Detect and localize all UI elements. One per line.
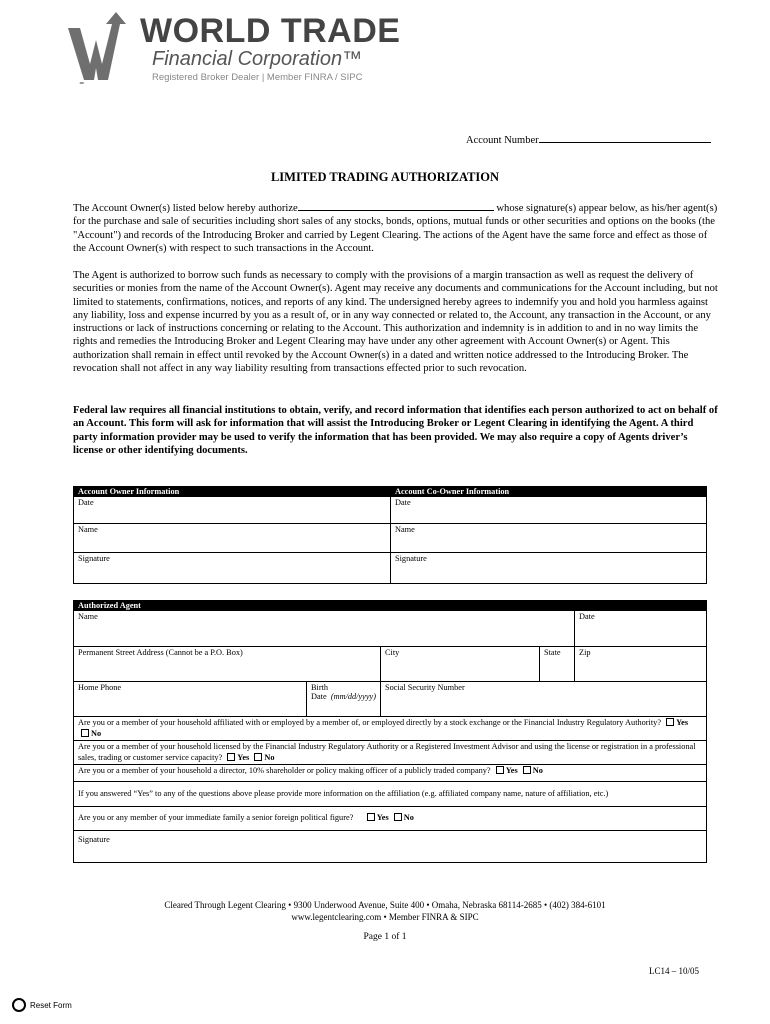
agent-signature-field[interactable] [74,831,707,863]
q3-no-label: No [532,766,543,775]
agent-name-label: Name [78,612,98,621]
account-number [466,135,711,146]
agent-birth-date-field[interactable] [307,682,381,717]
reset-form-button[interactable] [12,998,72,1012]
coowner-signature-field[interactable] [391,553,707,584]
authorization-text-before: The Account Owner(s) listed below hereby authorize [73,203,298,214]
q5-yes-label: Yes [376,813,389,822]
question-2-text: Are you or a member of your household licensed by the Financial Industry Regulatory Authority or a Registered Investment Advisor and using the license or registration in a professional sales, trading or customer service capacity? [78,742,696,762]
agent-birth-date-label: Birth Date [311,683,329,701]
owner-name-field[interactable] [74,524,391,553]
agent-name-blank[interactable] [298,210,494,211]
agent-ssn-label: Social Security Number [385,683,465,692]
question-1-text: Are you or a member of your household affiliated with or employed by a member of, or employed directly by a stock exchange or the Financial Industry Regulatory Authority? [78,718,662,727]
question-exchange-affiliation [74,717,707,741]
question-3-text: Are you or a member of your household a director, 10% shareholder or policy making officer of a publicly traded company? [78,766,491,775]
agent-signature-label: Signature [78,835,110,844]
account-number-label: Account Number [466,135,539,146]
clearing-footer [0,899,770,923]
agent-zip-label: Zip [579,648,591,657]
q5-no-label: No [403,813,414,822]
agent-date-field[interactable] [575,611,707,647]
agent-state-label: State [544,648,561,657]
q1-yes-label: Yes [676,718,689,727]
agent-city-field[interactable] [381,647,540,682]
birth-date-format-hint: (mm/dd/yyyy) [330,692,376,701]
agent-city-label: City [385,648,400,657]
logo-title: WORLD TRADE [140,12,401,50]
q1-no-checkbox[interactable] [81,729,89,737]
coowner-signature-label: Signature [395,554,427,563]
reset-circle-icon [12,998,26,1012]
q1-no-label: No [91,728,102,738]
q1-yes-checkbox[interactable] [666,718,674,726]
world-trade-logo-icon [66,10,128,84]
agent-powers-paragraph: The Agent is authorized to borrow such funds as necessary to comply with the provisions of a margin transaction as well as request the delivery of securities or monies from the name of the Account Owner(s). Agent may receive any documents and communications for the Account including, but not limited to statements, confirmations, notices, and reports of any kind. The undersigned hereby agrees to indemnify you and hold you harmless against any liability, loss and expense incurred by you as a result of, or in any way connected or related to, the Account, any transaction in the Account, or any instructions or lack of instructions concerning or relating to the Account. This authorization and indemnity is in addition to and in no way limits the rights and remedies the Introducing Broker and Legent Clearing may have under any other agreement with Account Owner(s) or Agent. This authorization shall remain in effect until revoked by the Account Owner(s) in a dated and written notice addressed to the Introducing Broker. The revocation shall not affect in any way liability resulting from transactions effected prior to such revocation. [73,270,718,375]
q2-no-label: No [264,752,275,762]
q2-no-checkbox[interactable] [254,753,262,761]
form-code: LC14 – 10/05 [649,966,700,976]
company-logo [66,8,401,88]
coowner-name-label: Name [395,525,415,534]
agent-home-phone-field[interactable] [74,682,307,717]
owner-date-field[interactable] [74,497,391,524]
coowner-info-header: Account Co-Owner Information [391,487,707,497]
owner-info-header: Account Owner Information [74,487,391,497]
authorization-paragraph [73,202,719,255]
owner-signature-label: Signature [78,554,110,563]
question-4-text: If you answered “Yes” to any of the questions above please provide more information on the affiliation (e.g. affiliated company name, nature of affiliation, etc.) [78,789,609,798]
agent-home-phone-label: Home Phone [78,683,122,692]
agent-ssn-field[interactable] [381,682,707,717]
reset-form-label: Reset Form [30,1000,72,1010]
q3-yes-checkbox[interactable] [496,766,504,774]
affiliation-details-field[interactable] [74,782,707,807]
coowner-date-field[interactable] [391,497,707,524]
authorized-agent-header: Authorized Agent [74,601,707,611]
coowner-name-field[interactable] [391,524,707,553]
logo-subtitle: Financial Corporation™ [152,48,363,70]
agent-zip-field[interactable] [575,647,707,682]
agent-state-field[interactable] [540,647,575,682]
q2-yes-label: Yes [237,752,250,762]
federal-law-notice: Federal law requires all financial institutions to obtain, verify, and record information that identifies each person authorized to act on behalf of an Account. This form will ask for information that will assist the Introducing Broker or Legent Clearing in identifying the Agent. A third party information provider may be used to verify the information that has been provided. We may also require a copy of Agents driver’s license or other identifying documents. [73,405,718,456]
page-number: Page 1 of 1 [363,932,407,942]
agent-address-field[interactable] [74,647,381,682]
owner-name-label: Name [78,525,98,534]
q5-no-checkbox[interactable] [394,813,402,821]
q3-no-checkbox[interactable] [523,766,531,774]
footer-website: www.legentclearing.com • Member FINRA & SIPC [291,912,479,922]
agent-date-label: Date [579,612,595,621]
agent-address-label: Permanent Street Address (Cannot be a P.O. Box) [78,648,243,657]
question-foreign-political-figure [74,807,707,831]
question-5-text: Are you or any member of your immediate family a senior foreign political figure? [78,813,354,822]
authorized-agent-table [73,600,707,863]
account-number-field[interactable] [539,142,711,143]
authorization-text-after: whose signature(s) appear below, as his/her agent(s) for the purchase and sale of securities including short sales of any stocks, bonds, options, mutual funds or other securities and options on the books (the "Account") and records of the Introducing Broker and carried by Legent Clearing. The actions of the Agent have the same force and effect as those of the Account Owner(s) with respect to such transactions in the Account. [73,203,718,254]
q2-yes-checkbox[interactable] [227,753,235,761]
agent-name-field[interactable] [74,611,575,647]
q3-yes-label: Yes [505,766,518,775]
owner-signature-field[interactable] [74,553,391,584]
q5-yes-checkbox[interactable] [367,813,375,821]
form-title: LIMITED TRADING AUTHORIZATION [270,170,500,184]
owner-date-label: Date [78,498,94,507]
question-finra-license [74,741,707,765]
footer-address: Cleared Through Legent Clearing • 9300 Underwood Avenue, Suite 400 • Omaha, Nebraska 68114-2685 • (402) 384-6101 [164,900,606,910]
owner-info-table [73,486,707,584]
coowner-date-label: Date [395,498,411,507]
question-director-shareholder [74,765,707,782]
logo-tagline: Registered Broker Dealer | Member FINRA / SIPC [152,72,363,83]
